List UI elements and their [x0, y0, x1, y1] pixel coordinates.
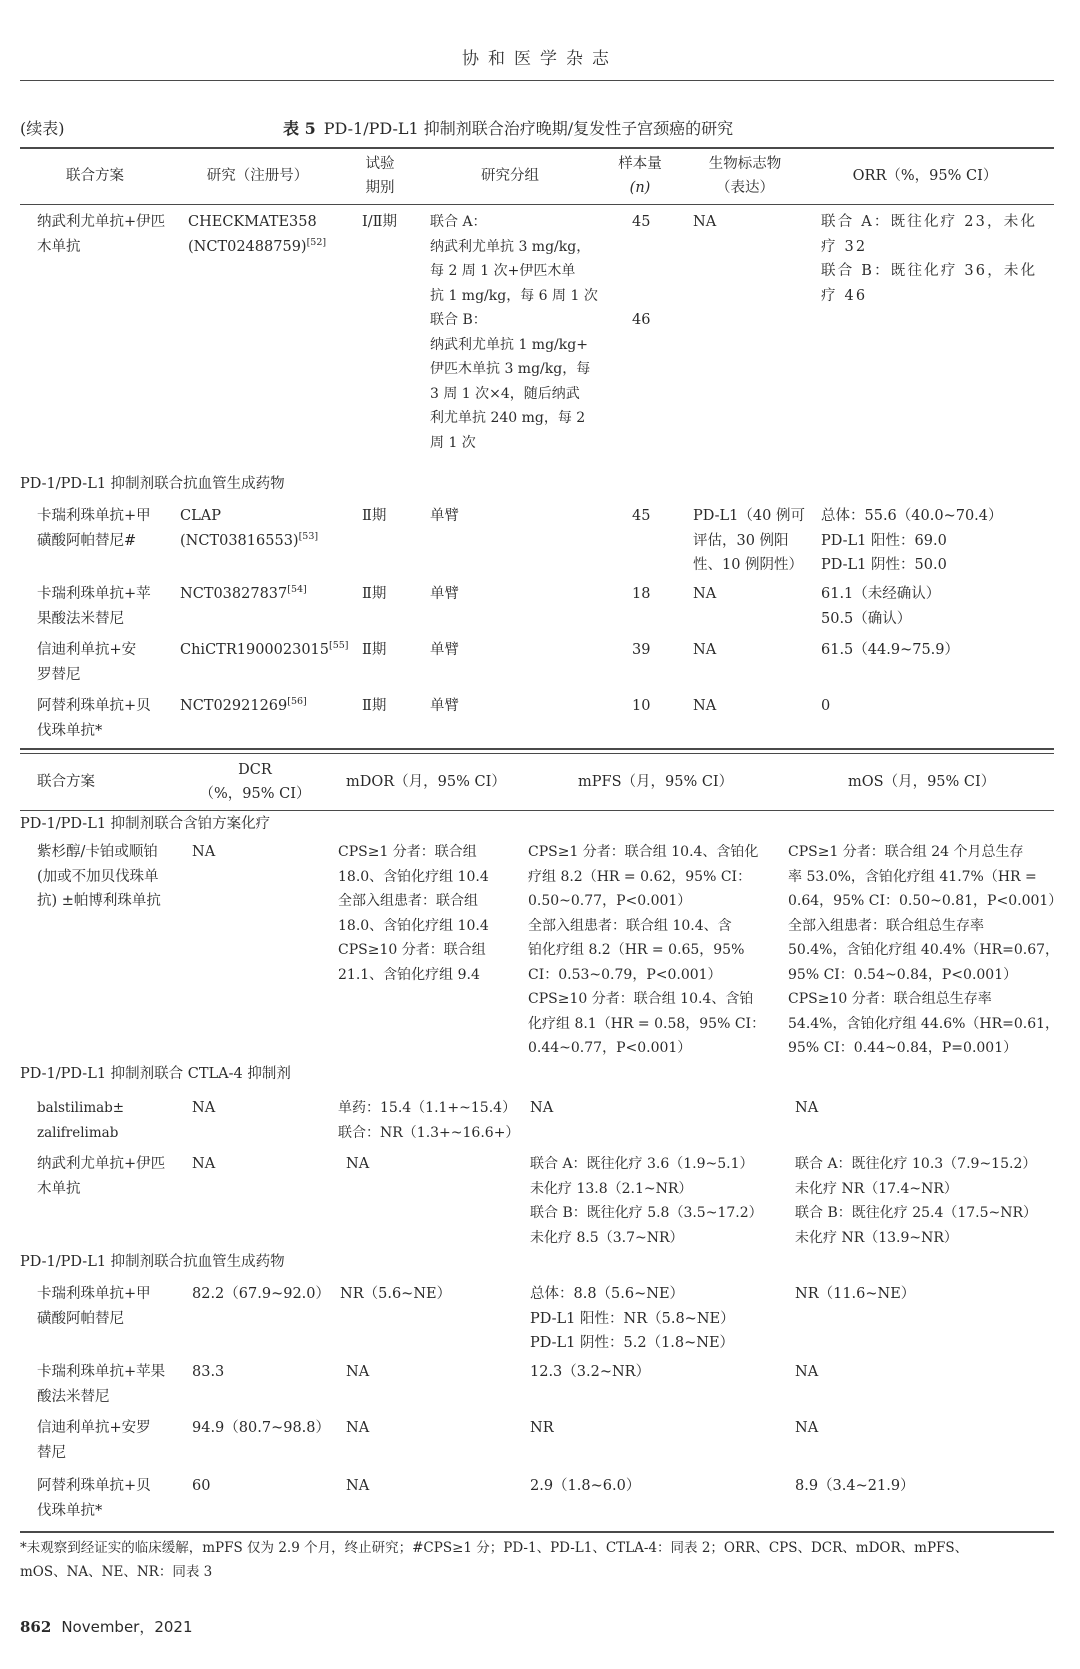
cell-dcr: 82.2（67.9~92.0）	[192, 1286, 331, 1302]
header-bottom-rule	[20, 204, 1054, 205]
cell-mdor: NA	[346, 1420, 370, 1436]
col-header-n-l2: (n)	[629, 180, 651, 196]
table-label: 表 5	[283, 119, 316, 138]
section-heading: PD-1/PD-L1 抑制剂联合 CTLA-4 抑制剂	[20, 1066, 291, 1082]
cell-biomarker: PD-L1（40 例可 评估，30 例阳 性、10 例阴性）	[693, 508, 805, 573]
part-separator-rule	[20, 748, 1054, 750]
table-footnote: *未观察到经证实的临床缓解，mPFS 仅为 2.9 个月，终止研究；#CPS≥1 分；PD-1、PD-L1、CTLA-4：同表 2；ORR、CPS、DCR、mDOR、mPFS、 mOS、NA、NE、NR：同表 3	[20, 1540, 969, 1580]
cell-biomarker: NA	[693, 214, 717, 230]
cell-orr: 0	[821, 698, 831, 714]
cell-mdor: NA	[346, 1478, 370, 1494]
table-top-rule	[20, 147, 1054, 149]
part-separator-rule	[20, 753, 1054, 754]
cell-mpfs: 12.3（3.2~NR）	[530, 1364, 651, 1380]
cell-mos: NA	[795, 1420, 819, 1436]
section-heading: PD-1/PD-L1 抑制剂联合抗血管生成药物	[20, 1254, 285, 1270]
cell-dcr: NA	[192, 844, 216, 860]
header-bottom-rule	[20, 810, 1054, 811]
cell-scheme: 卡瑞利珠单抗+苹果 酸法米替尼	[37, 1364, 166, 1405]
cell-dcr: 83.3	[192, 1364, 225, 1380]
col-header-mdor: mDOR（月，95% CI）	[346, 774, 506, 790]
header-rule	[20, 80, 1054, 81]
page-footer	[20, 1616, 193, 1637]
col-header-dcr-l2: （%，95% CI）	[199, 786, 311, 802]
table-bottom-rule	[20, 1531, 1054, 1533]
table-caption	[283, 116, 733, 139]
col-header-mos: mOS（月，95% CI）	[848, 774, 996, 790]
cell-scheme: 紫杉醇/卡铂或顺铂 (加或不加贝伐珠单 抗) ±帕博利珠单抗	[37, 844, 161, 909]
cell-phase: Ⅰ/Ⅱ期	[362, 214, 397, 230]
col-header-n-l1: 样本量	[618, 156, 662, 172]
cell-study: NCT03827837[54]	[180, 584, 307, 602]
cell-group: 单臂	[430, 586, 459, 602]
cell-study: CHECKMATE358 (NCT02488759)[52]	[188, 214, 327, 255]
col-header-group: 研究分组	[481, 168, 539, 184]
issue-date: November，2021	[61, 1618, 193, 1636]
cell-mdor: NR（5.6~NE）	[340, 1286, 452, 1302]
cell-biomarker: NA	[693, 586, 717, 602]
cell-mpfs: 联合 A：既往化疗 3.6（1.9~5.1） 未化疗 13.8（2.1~NR） 联合 B：既往化疗 5.8（3.5~17.2） 未化疗 8.5（3.7~NR）	[530, 1156, 763, 1246]
cell-phase: Ⅱ期	[362, 642, 387, 658]
cell-biomarker: NA	[693, 698, 717, 714]
col-header-biomarker-l1: 生物标志物	[708, 156, 782, 172]
cell-mos: NA	[795, 1364, 819, 1380]
cell-scheme: 信迪利单抗+安 罗替尼	[37, 642, 137, 683]
col-header-phase-l2: 期别	[365, 180, 395, 196]
cell-orr: 联合 A：既往化疗 23，未化 疗 32 联合 B：既往化疗 36，未化 疗 46	[821, 214, 1038, 304]
cell-mdor: CPS≥1 分者：联合组 18.0、含铂化疗组 10.4 全部入组患者：联合组 18.0、含铂化疗组 10.4 CPS≥10 分者：联合组 21.1、含铂化疗组 9.4	[338, 844, 489, 983]
cell-mos: 联合 A：既往化疗 10.3（7.9~15.2） 未化疗 NR（17.4~NR） 联合 B：既往化疗 25.4（17.5~NR） 未化疗 NR（13.9~NR）	[795, 1156, 1038, 1246]
cell-biomarker: NA	[693, 642, 717, 658]
reference: [53]	[298, 530, 319, 542]
cell-group: 单臂	[430, 698, 459, 714]
cell-n: 18	[632, 586, 651, 602]
section-heading: PD-1/PD-L1 抑制剂联合含铂方案化疗	[20, 816, 271, 832]
continued-label: (续表)	[20, 119, 65, 138]
cell-study: NCT02921269[56]	[180, 696, 307, 714]
col-header-dcr-l1: DCR	[238, 762, 272, 778]
cell-mdor: 单药：15.4（1.1+~15.4） 联合：NR（1.3+~16.6+）	[338, 1100, 520, 1141]
cell-mos: NA	[795, 1100, 819, 1116]
cell-mpfs: CPS≥1 分者：联合组 10.4、含铂化 疗组 8.2（HR = 0.62，95% CI： 0.50~0.77，P<0.001） 全部入组患者：联合组 10.4、含 铂化疗组 8.2（HR = 0.65，95% CI：0.53~0.79，P<0.001） CPS≥10 分者：联合组 10.4、含铂 化疗组 8.1（HR = 0.58，95% CI： 0.44~0.77，P<0.001）	[528, 844, 766, 1056]
cell-mpfs: NR	[530, 1420, 554, 1436]
cell-scheme: 阿替利珠单抗+贝 伐珠单抗*	[37, 698, 151, 739]
cell-mos: NR（11.6~NE）	[795, 1286, 916, 1302]
cell-scheme: 卡瑞利珠单抗+甲 磺酸阿帕替尼#	[37, 508, 151, 549]
cell-n: 39	[632, 642, 651, 658]
cell-n: 45	[632, 214, 651, 230]
cell-phase: Ⅱ期	[362, 698, 387, 714]
section-heading: PD-1/PD-L1 抑制剂联合抗血管生成药物	[20, 476, 285, 492]
cell-mpfs: 2.9（1.8~6.0）	[530, 1478, 641, 1494]
reference: [56]	[287, 696, 307, 707]
cell-mpfs: NA	[530, 1100, 554, 1116]
cell-scheme: 纳武利尤单抗+伊匹 木单抗	[37, 214, 166, 255]
table-title: PD-1/PD-L1 抑制剂联合治疗晚期/复发性子宫颈癌的研究	[323, 119, 734, 138]
cell-dcr: 94.9（80.7~98.8）	[192, 1420, 331, 1436]
cell-phase: Ⅱ期	[362, 586, 387, 602]
col-header-orr: ORR（%，95% CI）	[852, 168, 998, 184]
cell-scheme: 卡瑞利珠单抗+甲 磺酸阿帕替尼	[37, 1286, 151, 1327]
cell-mdor: NA	[346, 1156, 370, 1172]
cell-group: 联合 A： 纳武利尤单抗 3 mg/kg， 每 2 周 1 次+伊匹木单 抗 1 mg/kg，每 6 周 1 次 联合 B： 纳武利尤单抗 1 mg/kg+ 伊匹木单抗 3 mg/kg，每 3 周 1 次×4，随后纳武 利尤单抗 240 mg，每 2 周 1 次	[430, 214, 598, 451]
cell-scheme: balstilimab± zalifrelimab	[37, 1100, 125, 1141]
cell-orr: 61.5（44.9~75.9）	[821, 642, 960, 658]
col-header-scheme: 联合方案	[66, 168, 124, 184]
cell-study: ChiCTR1900023015[55]	[180, 640, 349, 658]
cell-dcr: NA	[192, 1100, 216, 1116]
cell-scheme: 纳武利尤单抗+伊匹 木单抗	[37, 1156, 166, 1197]
cell-study: CLAP (NCT03816553)[53]	[180, 508, 319, 549]
cell-group: 单臂	[430, 642, 459, 658]
reference: [55]	[329, 640, 349, 651]
cell-scheme: 卡瑞利珠单抗+苹 果酸法米替尼	[37, 586, 151, 627]
cell-mos: CPS≥1 分者：联合组 24 个月总生存 率 53.0%，含铂化疗组 41.7%（HR = 0.64，95% CI：0.50~0.81，P<0.001） 全部入组患者：联合组总生存率 50.4%，含铂化疗组 40.4%（HR=0.67， 95% CI：0.54~0.84，P<0.001） CPS≥10 分者：联合组总生存率 54.4%，含铂化疗组 44.6%（HR=0.61， 95% CI：0.44~0.84，P=0.001）	[788, 844, 1063, 1056]
cell-mpfs: 总体：8.8（5.6~NE） PD-L1 阳性：NR（5.8~NE） PD-L1 阴性：5.2（1.8~NE）	[530, 1286, 735, 1351]
cell-mos: 8.9（3.4~21.9）	[795, 1478, 915, 1494]
cell-mdor: NA	[346, 1364, 370, 1380]
cell-n: 46	[632, 312, 651, 328]
reference: [52]	[306, 236, 327, 248]
col-header-study: 研究（注册号）	[206, 168, 309, 184]
cell-dcr: NA	[192, 1156, 216, 1172]
page-number: 862	[20, 1618, 52, 1636]
cell-orr: 总体：55.6（40.0~70.4） PD-L1 阳性：69.0 PD-L1 阴性：50.0	[821, 508, 1003, 573]
cell-n: 45	[632, 508, 651, 524]
col-header-biomarker-l2: （表达）	[716, 180, 774, 196]
cell-scheme: 信迪利单抗+安罗 替尼	[37, 1420, 151, 1461]
cell-group: 单臂	[430, 508, 459, 524]
cell-orr: 61.1（未经确认） 50.5（确认）	[821, 586, 941, 627]
cell-scheme: 阿替利珠单抗+贝 伐珠单抗*	[37, 1478, 151, 1519]
col-header-mpfs: mPFS（月，95% CI）	[578, 774, 734, 790]
reference: [54]	[287, 584, 307, 595]
cell-n: 10	[632, 698, 651, 714]
col-header-phase-l1: 试验	[365, 156, 395, 172]
journal-title: 协和医学杂志	[462, 49, 618, 69]
cell-phase: Ⅱ期	[362, 508, 387, 524]
col-header-scheme: 联合方案	[37, 774, 95, 790]
cell-dcr: 60	[192, 1478, 211, 1494]
